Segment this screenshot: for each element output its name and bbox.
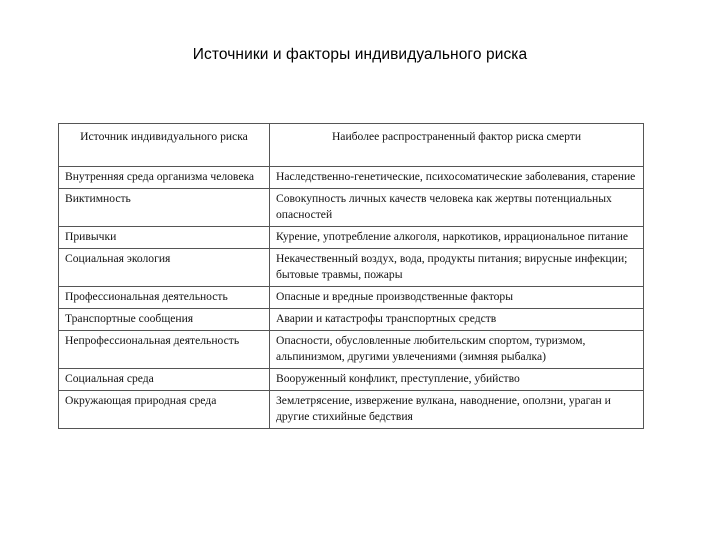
cell-factor: Аварии и катастрофы транспортных средств — [270, 309, 644, 331]
cell-source: Виктимность — [59, 189, 270, 227]
page-title: Источники и факторы индивидуального риска — [192, 46, 528, 63]
cell-source: Привычки — [59, 227, 270, 249]
header-source: Источник индивидуального риска — [59, 124, 270, 167]
cell-source: Профессиональная деятельность — [59, 287, 270, 309]
cell-source: Транспортные сообщения — [59, 309, 270, 331]
table-row — [59, 331, 644, 369]
table-row — [59, 309, 644, 331]
cell-source: Социальная среда — [59, 369, 270, 391]
table-row — [59, 249, 644, 287]
cell-factor: Опасности, обусловленные любительским спортом, туризмом, альпинизмом, другими увлечениями (зимняя рыбалка) — [270, 331, 644, 369]
cell-factor: Некачественный воздух, вода, продукты питания; вирусные инфекции; бытовые травмы, пожары — [270, 249, 644, 287]
cell-factor: Землетрясение, извержение вулкана, наводнение, оползни, ураган и другие стихийные бедствия — [270, 391, 644, 429]
table-row — [59, 369, 644, 391]
table-row — [59, 189, 644, 227]
cell-source: Окружающая природная среда — [59, 391, 270, 429]
table-header-row — [59, 124, 644, 167]
header-factor: Наиболее распространенный фактор риска смерти — [270, 124, 644, 167]
cell-source: Внутренняя среда организма человека — [59, 167, 270, 189]
risk-table — [58, 123, 644, 429]
table-row — [59, 227, 644, 249]
table-row — [59, 287, 644, 309]
cell-factor: Наследственно-генетические, психосоматические заболевания, старение — [270, 167, 644, 189]
table-row — [59, 167, 644, 189]
cell-factor: Опасные и вредные производственные факторы — [270, 287, 644, 309]
cell-factor: Курение, употребление алкоголя, наркотиков, иррациональное питание — [270, 227, 644, 249]
cell-factor: Совокупность личных качеств человека как жертвы потенциальных опасностей — [270, 189, 644, 227]
table-row — [59, 391, 644, 429]
cell-source: Социальная экология — [59, 249, 270, 287]
cell-source: Непрофессиональная деятельность — [59, 331, 270, 369]
cell-factor: Вооруженный конфликт, преступление, убийство — [270, 369, 644, 391]
